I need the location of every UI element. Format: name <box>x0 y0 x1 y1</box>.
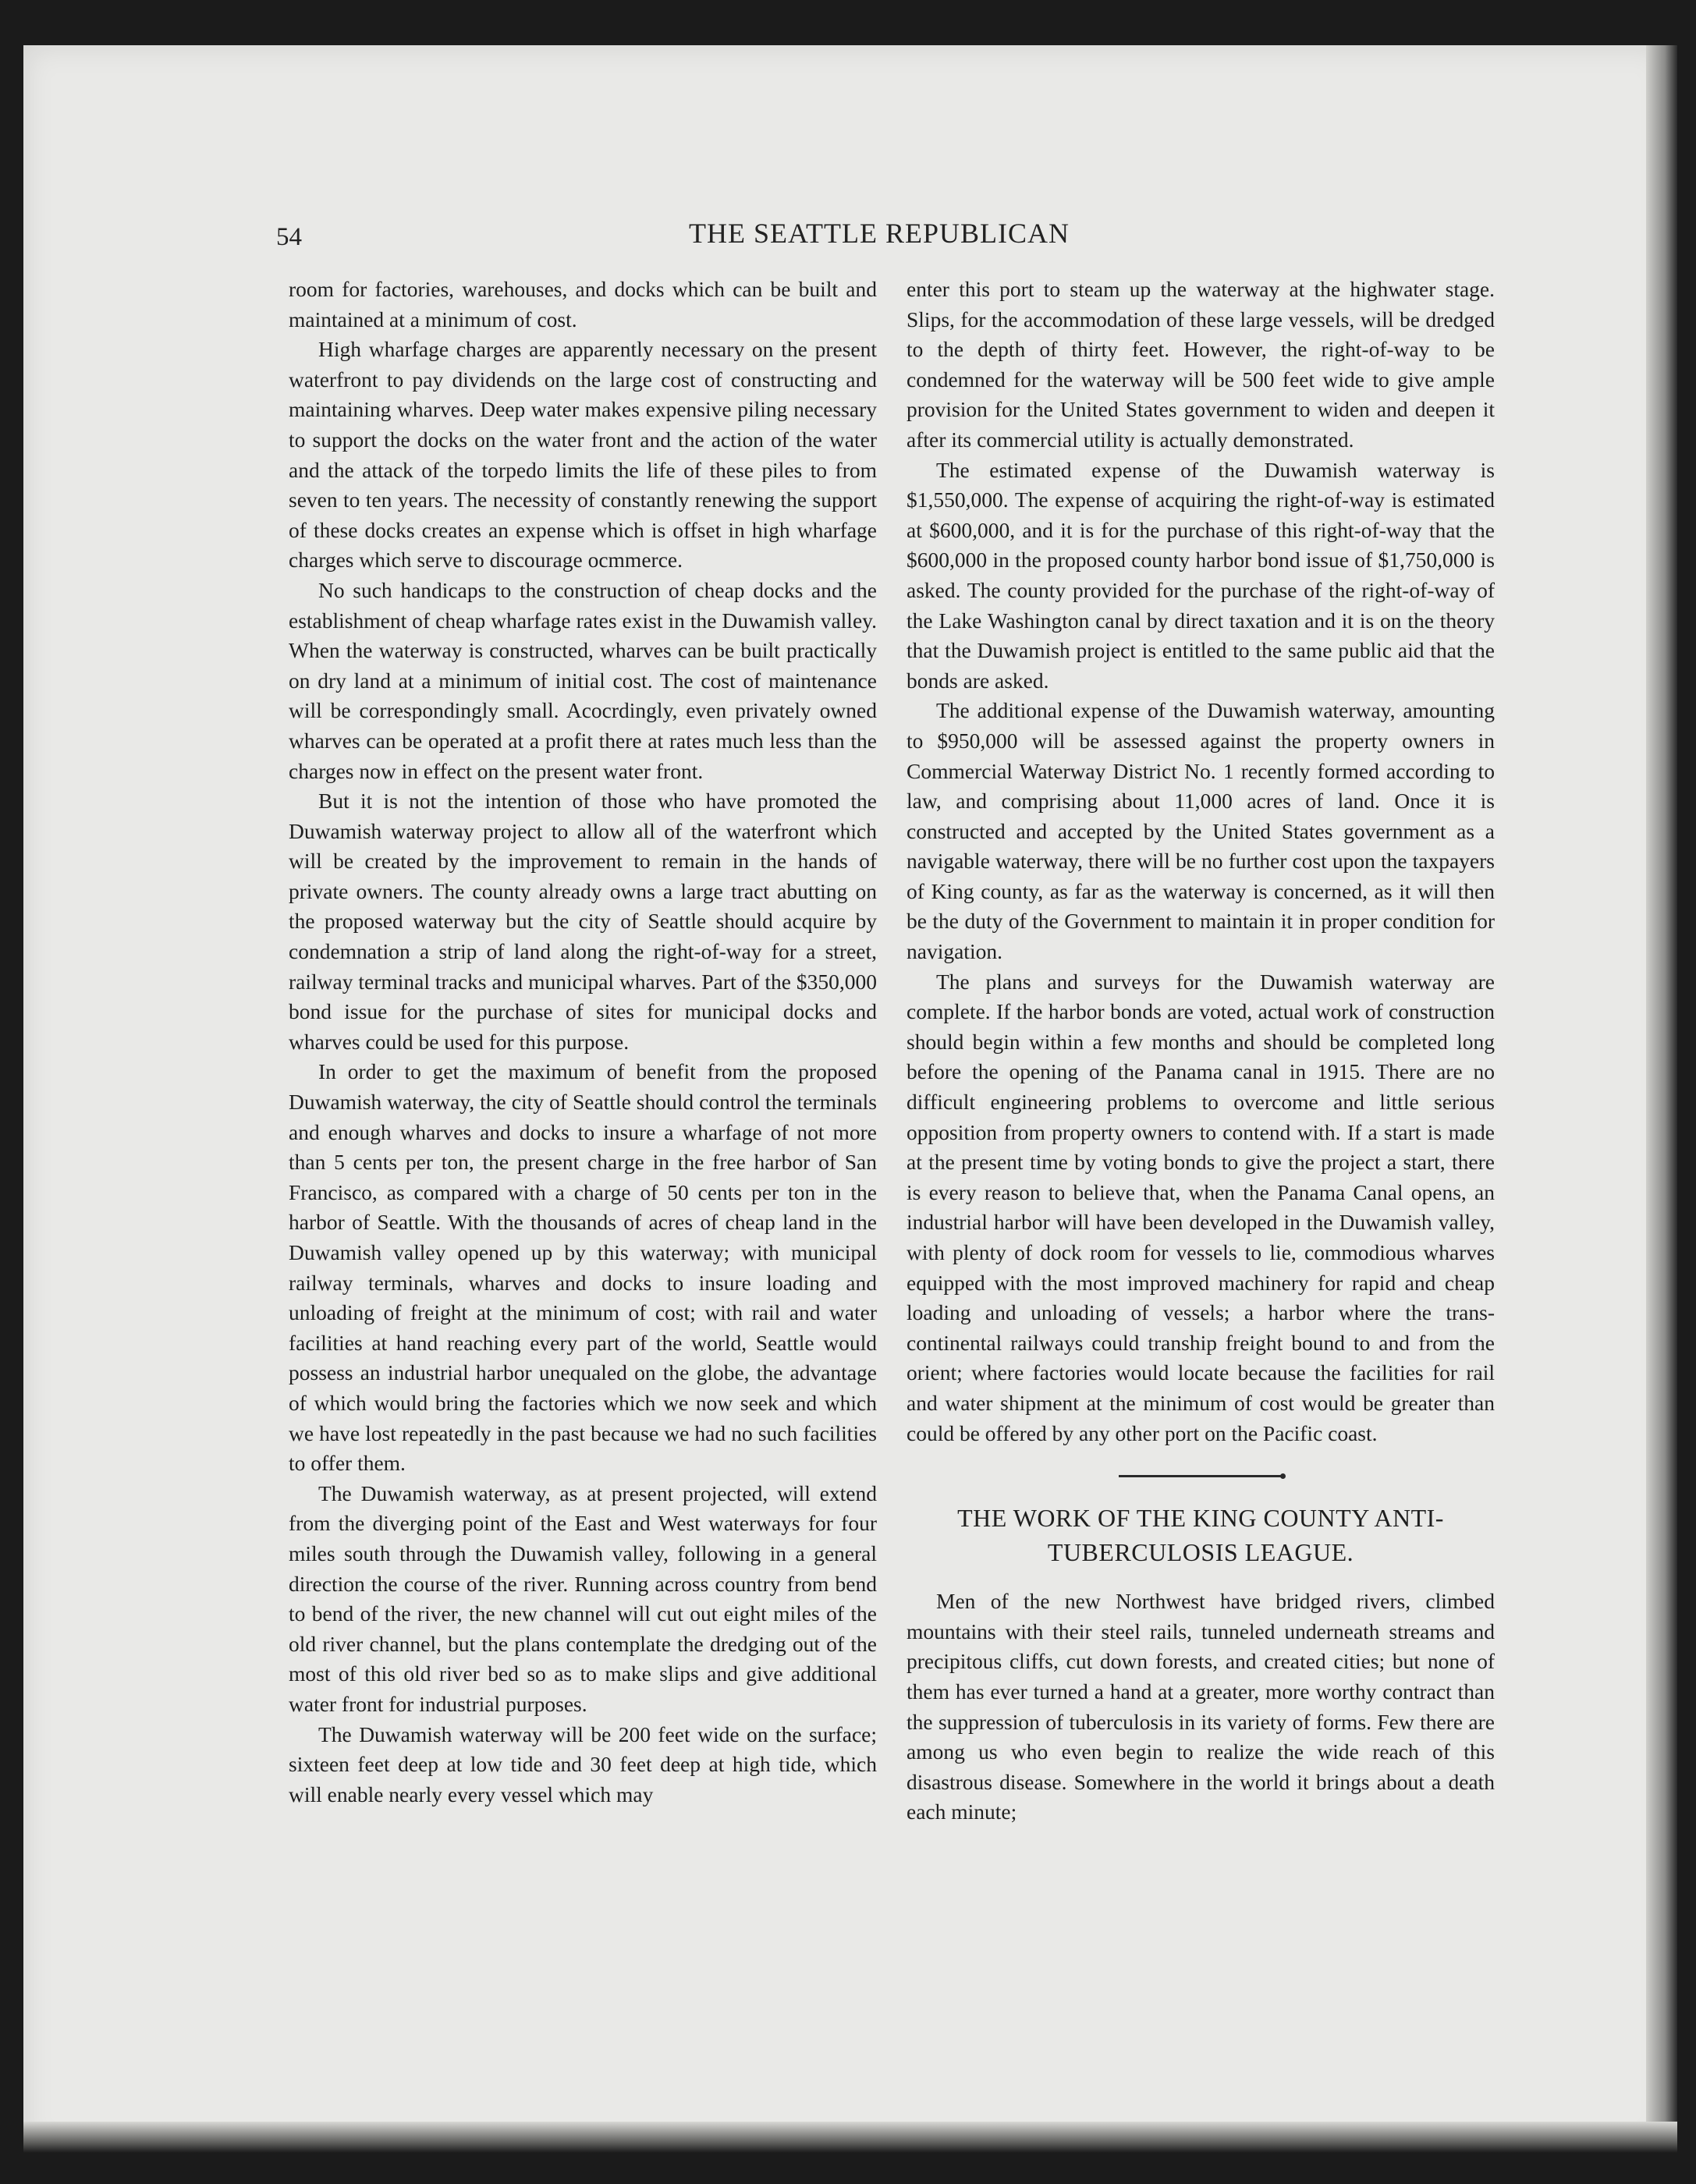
paragraph: The estimated expense of the Duwamish waterway is $1,550,000. The expense of acquiring the right-of-way is estimated at $600,000, and it is for the purchase of this right-of-way that the $600,000 in the proposed county harbor bond issue of $1,750,000 is asked. The county provided for the purchase of the right-of-way of the Lake Washington canal by direct taxation and it is on the theory that the Duwamish project is entitled to the same public aid that the bonds are asked. <box>907 457 1495 693</box>
right-column <box>907 275 1495 1828</box>
paragraph: The Duwamish waterway, as at present projected, will extend from the diverging point of the East and West waterways for four miles south through the Duwamish valley, following in a general direction the course of the river. Running across country from bend to bend of the river, the new channel will cut out eight miles of the old river channel, but the plans contemplate the dredging out of the most of this old river bed so as to make slips and give additional water front for industrial purposes. <box>289 1480 877 1716</box>
paragraph: In order to get the maximum of benefit from the proposed Duwamish waterway, the city of Seattle should control the terminals and enough wharves and docks to insure a wharfage of not more than 5 cents per ton, the present charge in the free harbor of San Francisco, as compared with a charge of 50 cents per ton in the harbor of Seattle. With the thousands of acres of cheap land in the Duwamish valley opened up by this waterway; with municipal railway terminals, wharves and docks to insure loading and unloading of freight at the minimum of cost; with rail and water facilities at hand reaching every part of the world, Seattle would possess an industrial harbor unequaled on the globe, the advantage of which would bring the factories which we now seek and which we have lost repeatedly in the past because we had no such facilities to offer them. <box>289 1059 877 1476</box>
journal-title: THE SEATTLE REPUBLICAN <box>689 218 1070 249</box>
page-number: 54 <box>276 223 302 251</box>
paragraph: The Duwamish waterway will be 200 feet wide on the surface; sixteen feet deep at low tide and 30 feet deep at high tide, which will enable nearly every vessel which may <box>289 1721 877 1806</box>
section-divider <box>1119 1475 1283 1477</box>
left-column <box>289 275 877 1810</box>
page-edge-right <box>1646 45 1677 2151</box>
paragraph: Men of the new Northwest have bridged rivers, climbed mountains with their steel rails, tunneled underneath streams and precipitous cliffs, cut down forests, and created cities; but none of them has ever turned a hand at a greater, more worthy contract than the suppression of tuberculosis in its variety of forms. Few there are among us who even begin to realize the wide reach of this disastrous disease. Somewhere in the world it brings about a death each minute; <box>907 1589 1495 1824</box>
paragraph: The additional expense of the Duwamish waterway, amounting to $950,000 will be assessed against the property owners in Commercial Waterway District No. 1 recently formed according to law, and comprising about 11,000 acres of land. Once it is constructed and accepted by the United States government as a navigable waterway, there will be no further cost upon the taxpayers of King county, as far as the waterway is concerned, as it will then be the duty of the Government to maintain it in proper condition for navigation. <box>907 698 1495 964</box>
paragraph: High wharfage charges are apparently necessary on the present waterfront to pay dividends on the large cost of constructing and maintaining wharves. Deep water makes expensive piling necessary to support the docks on the water front and the action of the water and the attack of the torpedo limits the life of these piles to from seven to ten years. The necessity of constantly renewing the support of these docks creates an expense which is offset in high wharfage charges which serve to discourage ocmmerce. <box>289 337 877 573</box>
article-title: THE WORK OF THE KING COUNTY ANTI-TUBERCULOSIS LEAGUE. <box>957 1504 1444 1567</box>
page-edge-bottom <box>23 2122 1677 2153</box>
paragraph: The plans and surveys for the Duwamish waterway are complete. If the harbor bonds are voted, actual work of construction should begin within a few months and should be completed long before the opening of the Panama canal in 1915. There are no difficult engineering problems to overcome and little serious opposition from property owners to contend with. If a start is made at the present time by voting bonds to give the project a start, there is every reason to believe that, when the Panama Canal opens, an industrial harbor will have been developed in the Duwamish valley, with plenty of dock room for vessels to lie, commodious wharves equipped with the most improved machinery for rapid and cheap loading and unloading of vessels; a harbor where the trans-continental railways could tranship freight bound to and from the orient; where factories would locate because the facilities for rail and water shipment at the minimum of cost would be greater than could be offered by any other port on the Pacific coast. <box>907 969 1495 1445</box>
paragraph: room for factories, warehouses, and docks which can be built and maintained at a minimum of cost. <box>289 277 877 332</box>
paragraph: No such handicaps to the construction of cheap docks and the establishment of cheap wharfage rates exist in the Duwamish valley. When the waterway is constructed, wharves can be built practically on dry land at a minimum of initial cost. The cost of maintenance will be correspondingly small. Acocrdingly, even privately owned wharves can be operated at a profit there at rates much less than the charges now in effect on the present water front. <box>289 577 877 783</box>
paragraph: But it is not the intention of those who have promoted the Duwamish waterway project to allow all of the waterfront which will be created by the improvement to remain in the hands of private owners. The county already owns a large tract abutting on the proposed waterway but the city of Seattle should acquire by condemnation a strip of land along the right-of-way for a street, railway terminal tracks and municipal wharves. Part of the $350,000 bond issue for the purchase of sites for municipal docks and wharves could be used for this purpose. <box>289 789 877 1054</box>
paragraph: enter this port to steam up the waterway at the highwater stage. Slips, for the accommodation of these large vessels, will be dredged to the depth of thirty feet. However, the right-of-way to be condemned for the waterway will be 500 feet wide to give ample provision for the United States government to widen and deepen it after its commercial utility is actually demonstrated. <box>907 277 1495 452</box>
